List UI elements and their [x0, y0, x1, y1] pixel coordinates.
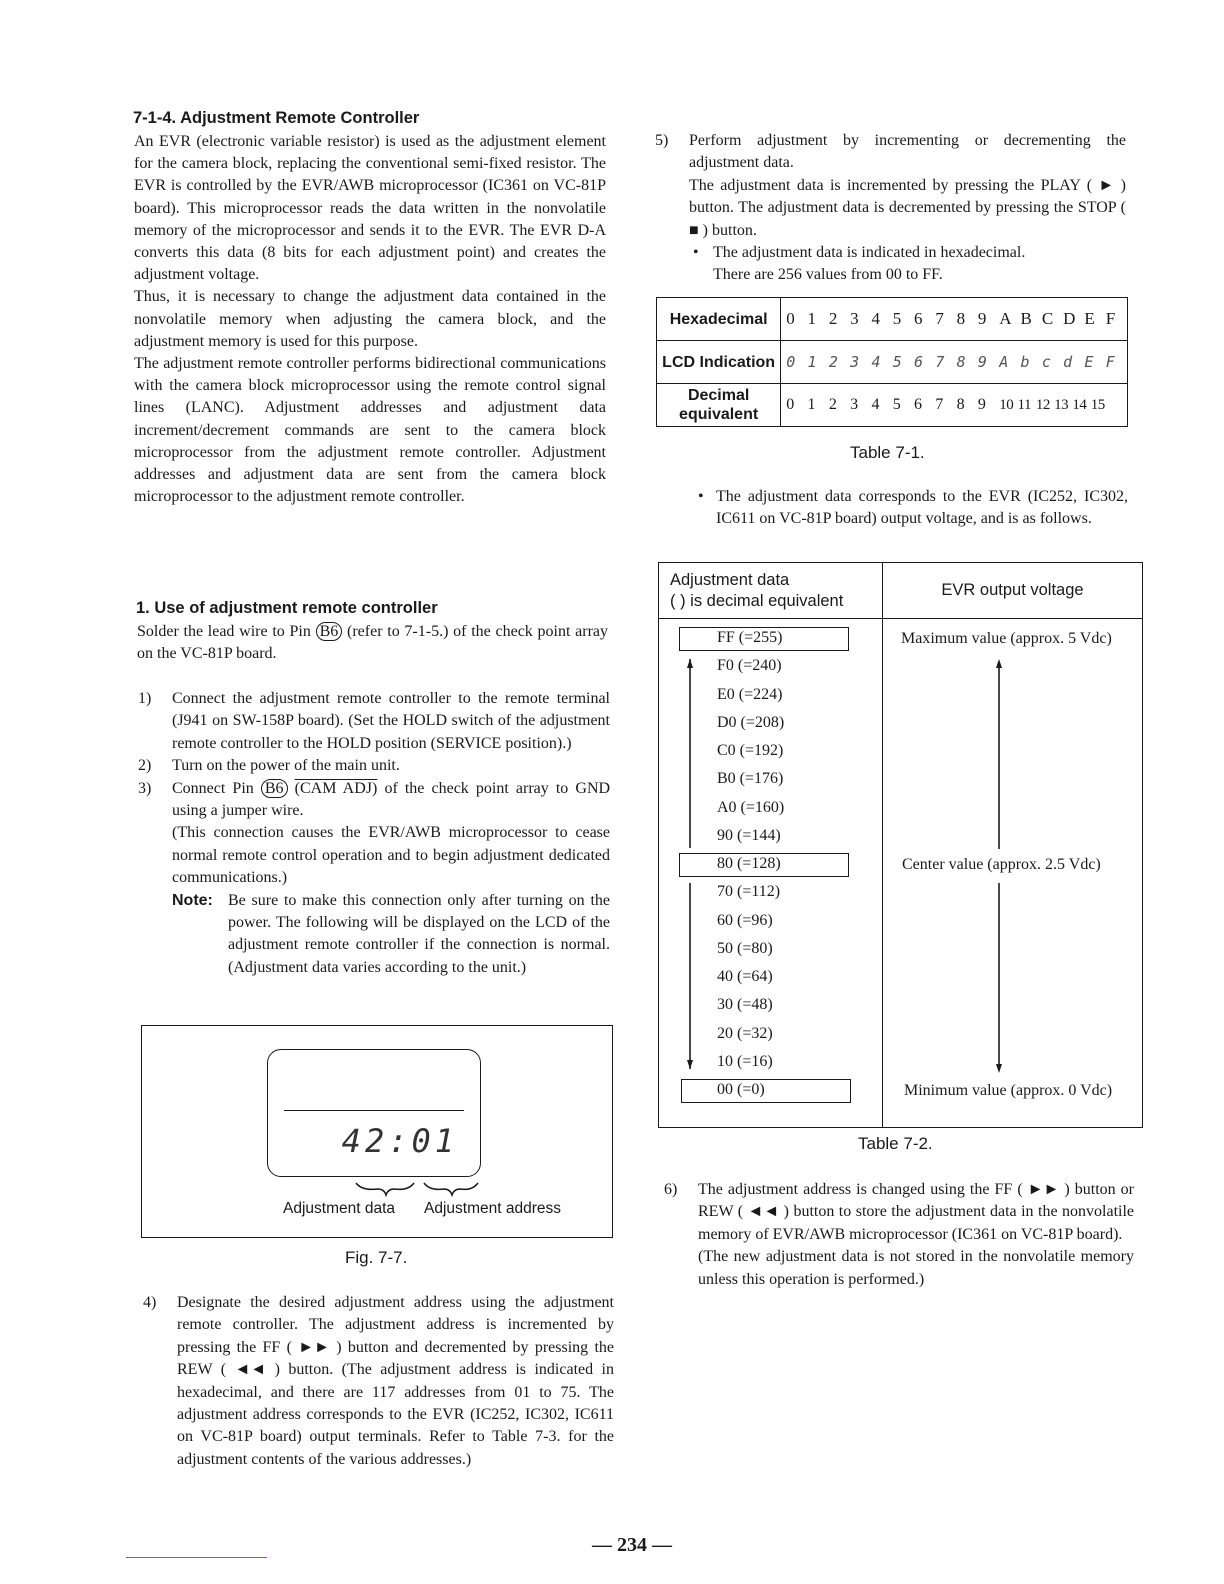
row-label: LCD Indication — [657, 341, 781, 384]
table-cell: 8 — [956, 353, 966, 371]
table-cell: 7 — [935, 353, 945, 371]
table-cell: F — [1105, 353, 1115, 371]
header-adjustment-data: Adjustment data ( ) is decimal equivalent — [670, 571, 844, 610]
table-cell: 3 — [850, 396, 859, 413]
label-adjustment-data: Adjustment data — [283, 1200, 396, 1217]
adjustment-data-item: 90 (=144) — [717, 826, 781, 844]
table-cell: 15 — [1090, 396, 1105, 413]
lcd-readout: 42:01 — [341, 1122, 458, 1160]
table-row — [657, 384, 1128, 427]
row-label: Hexadecimal — [657, 298, 781, 341]
figure-caption: Fig. 7-7. — [345, 1248, 408, 1267]
pin-b6-badge: B6 — [261, 779, 288, 798]
adjustment-data-item: D0 (=208) — [717, 713, 785, 731]
note: Note: Be sure to make this connection only after turning on the power. The following will be displayed on the LCD of the adjustment remote controller if the connection is normal. (Adjustment data varies according to the unit.) — [172, 891, 610, 976]
adjustment-data-item: 50 (=80) — [717, 939, 773, 957]
table-row — [657, 298, 1128, 341]
table-7-2-caption: Table 7-2. — [858, 1134, 933, 1153]
bullet-2: • The adjustment data corresponds to the EVR (IC252, IC302, IC611 on VC-81P board) output voltage, and is as follows. — [698, 488, 1128, 528]
footer-rule — [126, 1557, 267, 1558]
arrow-up-head — [687, 659, 693, 668]
table-cell: 0 — [786, 396, 795, 413]
table-cell: 9 — [977, 309, 987, 328]
use-section-title: 1. Use of adjustment remote controller — [136, 599, 438, 617]
table-cell: 5 — [892, 309, 902, 328]
table-cell: 5 — [892, 353, 902, 371]
center-value-label: Center value (approx. 2.5 Vdc) — [902, 856, 1101, 873]
section-title: 7-1-4. Adjustment Remote Controller — [133, 109, 420, 127]
lcd-display — [267, 1049, 481, 1177]
bullet-dot: • — [698, 488, 704, 505]
table-cell: 10 — [999, 396, 1014, 413]
table-cell: F — [1105, 309, 1116, 328]
table-cell: 14 — [1072, 396, 1087, 413]
table-row — [657, 341, 1128, 384]
min-value-label: Minimum value (approx. 0 Vdc) — [904, 1082, 1113, 1099]
table-cell: 4 — [871, 396, 880, 413]
adjustment-data-item: 60 (=96) — [717, 911, 773, 929]
brace-marks — [352, 1181, 482, 1197]
table-cell: C — [1041, 309, 1054, 328]
step-4: 4) Designate the desired adjustment address using the adjustment remote controller. The adjustment address is incremented by pressing the FF ( ►► ) button and decremented by pressing the REW ( ◄◄ ) button. (The adjustment address is indicated in hexadecimal, and there are 117 addresses from 01 to 75. The adjustment address corresponds to the EVR (IC252, IC302, IC611 on VC-81P board) output terminals. Refer to Table 7-3. for the adjustment contents of the various addresses.) — [143, 1294, 614, 1468]
label-adjustment-address: Adjustment address — [424, 1200, 561, 1217]
table-cell: 2 — [828, 353, 838, 371]
table-cell: 1 — [807, 309, 817, 328]
adjustment-data-item: F0 (=240) — [717, 657, 782, 675]
table-cell: 6 — [914, 396, 923, 413]
table-cell: c — [1041, 353, 1051, 371]
step-6: 6) The adjustment address is changed using the FF ( ►► ) button or REW ( ◄◄ ) button to store the adjustment data in the nonvolatile memory of EVR/AWB microprocessor (IC361 on VC-81P board). (The new adjustment data is not stored in the nonvolatile memory unless this operation is performed.) — [664, 1181, 1134, 1288]
table-7-1-caption: Table 7-1. — [850, 443, 925, 462]
table-cell: 0 — [786, 309, 795, 328]
max-value-label: Maximum value (approx. 5 Vdc) — [901, 630, 1112, 647]
step-1: 1) Connect the adjustment remote controller to the remote terminal (J941 on SW-158P board). (Set the HOLD switch of the adjustment remote controller to the HOLD position (SERVICE position).) — [138, 690, 610, 752]
adjustment-data-item: 30 (=48) — [717, 996, 773, 1014]
table-cell: 6 — [914, 309, 923, 328]
adjustment-data-item: 00 (=0) — [717, 1081, 765, 1098]
table-cell: 0 — [786, 353, 796, 371]
adjustment-data-item: A0 (=160) — [717, 798, 785, 816]
intro-paragraph-2: Thus, it is necessary to change the adjustment data contained in the nonvolatile memory when adjusting the camera block, and the adjustment memory is used for this purpose. — [134, 288, 606, 350]
step-3: 3) Connect Pin B6 (CAM ADJ) of the check point array to GND using a jumper wire. (This connection causes the EVR/AWB microprocessor to cease normal remote control operation and to begin adjustment dedicated communications.) Note: Be sure to make this connection only after turning on the power. The following will be displayed on the LCD of the adjustment remote controller if the connection is normal. (Adjustment data varies according to the unit.) — [138, 778, 610, 980]
table-cell: 3 — [850, 353, 860, 371]
table-cell: 2 — [828, 309, 838, 328]
table-cell: E — [1084, 353, 1094, 371]
table-cell: 8 — [956, 396, 965, 413]
bullet-dot: • — [693, 244, 699, 262]
table-cell: D — [1063, 309, 1076, 328]
adjustment-data-item: C0 (=192) — [717, 742, 784, 759]
adjustment-data-item: 10 (=16) — [717, 1052, 773, 1070]
adjustment-data-item: 20 (=32) — [717, 1024, 773, 1042]
lcd-figure — [141, 1025, 613, 1238]
adjustment-data-item: B0 (=176) — [717, 770, 784, 788]
lcd-values — [786, 341, 1127, 383]
hex-values — [786, 298, 1127, 340]
table-cell: 4 — [871, 353, 881, 371]
table-cell: A — [999, 309, 1012, 328]
table-cell: 11 — [1017, 396, 1031, 413]
table-7-2 — [658, 562, 1143, 1128]
steps-list — [138, 688, 610, 979]
table-cell: 4 — [871, 309, 880, 328]
adjustment-data-item: 70 (=112) — [717, 883, 781, 901]
step-5: 5) Perform adjustment by incrementing or decrementing the adjustment data. The adjustment data is incremented by pressing the PLAY ( ► ) button. The adjustment data is decremented by pressing the STOP ( ■ ) button. • The adjustment data is indicated in hexadecimal. There are 256 values from 00 to FF. — [655, 132, 1126, 284]
adjustment-data-item: 80 (=128) — [717, 855, 781, 872]
table-cell: 8 — [956, 309, 966, 328]
decimal-values — [786, 384, 1127, 426]
arrow-down-head — [996, 1064, 1002, 1073]
adjustment-data-item: 40 (=64) — [717, 968, 773, 985]
table-cell: 6 — [914, 353, 924, 371]
row-label: Decimal equivalent — [657, 384, 781, 427]
intro-paragraph-1: An EVR (electronic variable resistor) is used as the adjustment element for the camera block, replacing the conventional semi-fixed resistor. The EVR is controlled by the EVR/AWB microprocessor (IC361 on VC-81P board). This microprocessor reads the data written in the nonvolatile memory of the microprocessor and sends it to the EVR. The EVR D-A converts this data (8 bits for each adjustment point) and creates the adjustment voltage. — [134, 133, 606, 284]
table-cell: B — [1020, 309, 1032, 328]
table-cell: 1 — [807, 396, 816, 413]
page-number: — 234 — — [592, 1534, 672, 1556]
intro-text — [134, 131, 606, 508]
use-intro: Solder the lead wire to Pin B6 (refer to 7-1-5.) of the check point array on the VC-81P board. — [137, 623, 609, 663]
arrow-up-head — [996, 659, 1002, 668]
table-cell: 12 — [1035, 396, 1050, 413]
table-7-1 — [656, 297, 1128, 427]
step-2: 2) Turn on the power of the main unit. — [138, 757, 400, 775]
arrow-down-head — [687, 1060, 693, 1069]
table-cell: E — [1084, 309, 1095, 328]
table-cell: 1 — [807, 353, 817, 371]
adjustment-data-item: E0 (=224) — [717, 685, 783, 703]
table-cell: 3 — [850, 309, 859, 328]
table-cell: 9 — [977, 396, 986, 413]
adjustment-data-item: FF (=255) — [717, 629, 783, 646]
header-evr-output: EVR output voltage — [941, 581, 1084, 599]
table-cell: 5 — [892, 396, 901, 413]
intro-paragraph-3: The adjustment remote controller performs bidirectional communications with the camera block microprocessor using the remote control signal lines (LANC). Adjustment addresses and adjustment data increment/decrement commands are sent to the camera block microprocessor from the adjustment remote controller. Adjustment addresses and adjustment data are sent from the camera block microprocessor to the adjustment remote controller. — [134, 355, 606, 506]
table-cell: 7 — [935, 396, 944, 413]
table-cell: d — [1063, 353, 1073, 371]
table-cell: 13 — [1054, 396, 1069, 413]
table-cell: 9 — [977, 353, 987, 371]
table-cell: 2 — [828, 396, 837, 413]
table-cell: 7 — [935, 309, 944, 328]
table-cell: b — [1020, 353, 1030, 371]
pin-b6-badge: B6 — [316, 622, 343, 641]
table-cell: A — [999, 353, 1009, 371]
